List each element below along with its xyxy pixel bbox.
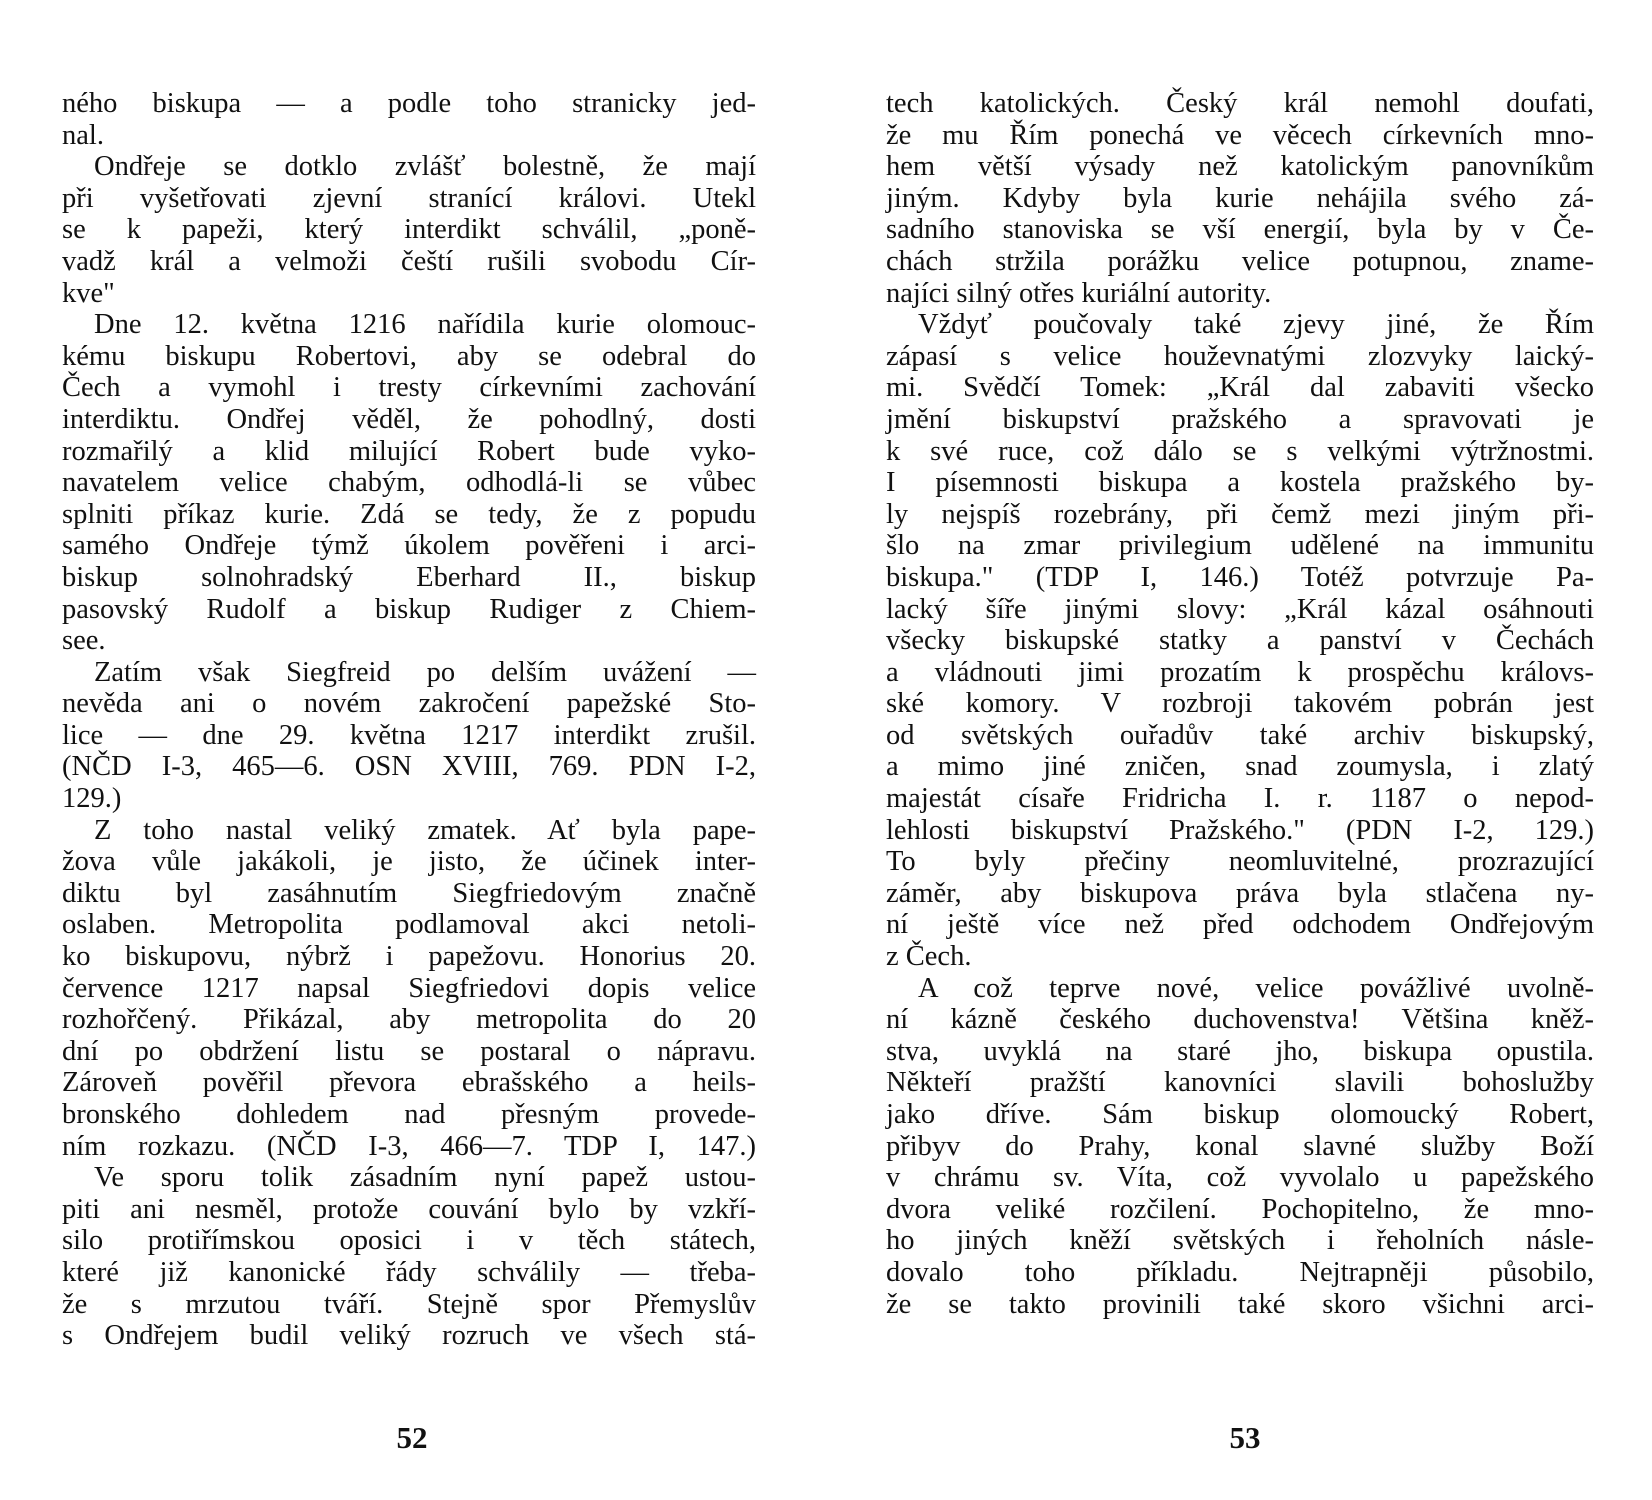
text-line: Čech a vymohl i tresty církevními zachování — [62, 372, 756, 404]
text-line: Ve sporu tolik zásadním nyní papež ustou- — [94, 1162, 756, 1194]
text-line: se k papeži, který interdikt schválil, „poně- — [62, 214, 756, 246]
text-line: I písemnosti biskupa a kostela pražského by- — [886, 467, 1594, 499]
text-line: stva, uvyklá na staré jho, biskupa opustila. — [886, 1035, 1594, 1067]
text-line: Z toho nastal veliký zmatek. Ať byla pape- — [94, 814, 756, 846]
text-line: šlo na zmar privilegium udělené na immunitu — [886, 530, 1594, 562]
text-line: Ondřeje se dotklo zvlášť bolestně, že mají — [94, 151, 756, 183]
text-line: od světských ouřadův také archiv biskupský, — [886, 719, 1594, 751]
text-line: záměr, aby biskupova práva byla stlačena ny- — [886, 877, 1594, 909]
text-line: a mimo jiné zničen, snad zoumysla, i zlatý — [886, 751, 1594, 783]
text-line: ní ještě více než před odchodem Ondřejovým — [886, 909, 1594, 941]
text-line: ním rozkazu. (NČD I-3, 466—7. TDP I, 147.) — [62, 1130, 756, 1162]
text-line: navatelem velice chabým, odhodlá-li se vůbec — [62, 467, 756, 499]
text-line: s Ondřejem budil veliký rozruch ve všech stá- — [62, 1320, 756, 1352]
text-line: dvora veliké rozčilení. Pochopitelno, že mno- — [886, 1193, 1594, 1225]
text-line: To byly přečiny neomluvitelné, prozrazující — [886, 846, 1594, 878]
text-line: A což teprve nové, velice povážlivé uvolně- — [918, 972, 1594, 1004]
text-line: lacký šíře jinými slovy: „Král kázal osáhnouti — [886, 593, 1594, 625]
text-line: sadního stanoviska se vší energií, byla by v Če- — [886, 214, 1594, 246]
text-line: pasovský Rudolf a biskup Rudiger z Chiem- — [62, 593, 756, 625]
text-line: při vyšetřovati zjevní stranící královi. Utekl — [62, 182, 756, 214]
text-line: všecky biskupské statky a panství v Čechách — [886, 625, 1594, 657]
text-line: že s mrzutou tváří. Stejně spor Přemyslův — [62, 1288, 756, 1320]
text-line: že mu Řím ponechá ve věcech církevních mno- — [886, 119, 1594, 151]
text-line: 129.) — [62, 783, 122, 815]
text-line: ného biskupa — a podle toho stranicky jed- — [62, 88, 756, 119]
text-line: rozmařilý a klid milující Robert bude vyko- — [62, 435, 756, 467]
text-line: samého Ondřeje týmž úkolem pověřeni i arci- — [62, 530, 756, 562]
text-line: dní po obdržení listu se postaral o nápravu. — [62, 1035, 756, 1067]
text-line: jiným. Kdyby byla kurie nehájila svého zá- — [886, 182, 1594, 214]
text-line: ho jiných kněží světských i řeholních násle- — [886, 1225, 1594, 1257]
text-line: biskup solnohradský Eberhard II., biskup — [62, 561, 756, 593]
text-line: interdiktu. Ondřej věděl, že pohodlný, dosti — [62, 403, 756, 435]
text-line: oslaben. Metropolita podlamoval akci netoli- — [62, 909, 756, 941]
text-line: biskupa." (TDP I, 146.) Totéž potvrzuje Pa- — [886, 561, 1594, 593]
text-line: najíci silný otřes kuriální autority. — [886, 277, 1272, 309]
text-line: splniti příkaz kurie. Zdá se tedy, že z popudu — [62, 498, 756, 530]
text-line: lice — dne 29. května 1217 interdikt zrušil. — [62, 719, 756, 751]
text-line: vadž král a velmoži čeští rušili svobodu Cír- — [62, 245, 756, 277]
text-line: kému biskupu Robertovi, aby se odebral do — [62, 340, 756, 372]
left-page-text — [62, 88, 756, 1352]
text-line: mi. Svědčí Tomek: „Král dal zabaviti všecko — [886, 372, 1594, 404]
text-line: diktu byl zasáhnutím Siegfriedovým značně — [62, 877, 756, 909]
text-line: majestát císaře Fridricha I. r. 1187 o nepod- — [886, 783, 1594, 815]
text-line: které již kanonické řády schválily — třeba- — [62, 1256, 756, 1288]
text-line: kve" — [62, 277, 115, 309]
text-line: dovalo toho příkladu. Nejtrapněji působilo, — [886, 1256, 1594, 1288]
text-line: k své ruce, což dálo se s velkými výtržnostmi. — [886, 435, 1594, 467]
text-line: nevěda ani o novém zakročení papežské Sto- — [62, 688, 756, 720]
right-page-text — [886, 88, 1594, 1320]
text-line: července 1217 napsal Siegfriedovi dopis velice — [62, 972, 756, 1004]
text-line: chách stržila porážku velice potupnou, zname- — [886, 245, 1594, 277]
text-line: hem větší výsady než katolickým panovníkům — [886, 151, 1594, 183]
text-line: lehlosti biskupství Pražského." (PDN I-2, 129.) — [886, 814, 1594, 846]
text-line: Někteří pražští kanovníci slavili bohoslužby — [886, 1067, 1594, 1099]
text-line: tech katolických. Český král nemohl doufati, — [886, 88, 1594, 119]
text-line: bronského dohledem nad přesným provede- — [62, 1099, 756, 1130]
text-line: silo protiřímskou oposici i v těch státech, — [62, 1225, 756, 1257]
text-line: ní kázně českého duchovenstva! Většina kněž- — [886, 1004, 1594, 1036]
text-line: see. — [62, 625, 106, 657]
right-page-number: 53 — [1229, 1420, 1261, 1455]
text-line: a vládnouti jimi prozatím k prospěchu královs- — [886, 656, 1594, 688]
text-line: jmění biskupství pražského a spravovati je — [886, 403, 1594, 435]
text-line: ské komory. V rozbroji takovém pobrán jest — [886, 688, 1594, 720]
text-line: ko biskupovu, nýbrž i papežovu. Honorius 20. — [62, 941, 756, 973]
text-line: žova vůle jakákoli, je jisto, že účinek inter- — [62, 846, 756, 878]
text-line: Zároveň pověřil převora ebrašského a heils- — [62, 1067, 756, 1099]
text-line: přibyv do Prahy, konal slavné služby Boží — [886, 1130, 1594, 1162]
text-line: Dne 12. května 1216 nařídila kurie olomouc- — [94, 309, 756, 341]
text-line: piti ani nesměl, protože couvání bylo by vzkří- — [62, 1193, 756, 1225]
text-line: ly nejspíš rozebrány, při čemž mezi jiným při- — [886, 498, 1594, 530]
text-line: (NČD I-3, 465—6. OSN XVIII, 769. PDN I-2, — [62, 751, 756, 783]
text-line: z Čech. — [886, 941, 972, 973]
text-line: jako dříve. Sám biskup olomoucký Robert, — [886, 1099, 1594, 1130]
text-line: že se takto provinili také skoro všichni arci- — [886, 1288, 1594, 1320]
text-line: Vždyť poučovaly také zjevy jiné, že Řím — [918, 309, 1594, 341]
text-line: rozhořčený. Přikázal, aby metropolita do 20 — [62, 1004, 756, 1036]
text-line: zápasí s velice houževnatými zlozvyky laický- — [886, 340, 1594, 372]
text-line: v chrámu sv. Víta, což vyvolalo u papežského — [886, 1162, 1594, 1194]
text-line: nal. — [62, 119, 104, 151]
left-page-number: 52 — [396, 1420, 428, 1455]
text-line: Zatím však Siegfreid po delším uvážení — — [94, 656, 756, 688]
